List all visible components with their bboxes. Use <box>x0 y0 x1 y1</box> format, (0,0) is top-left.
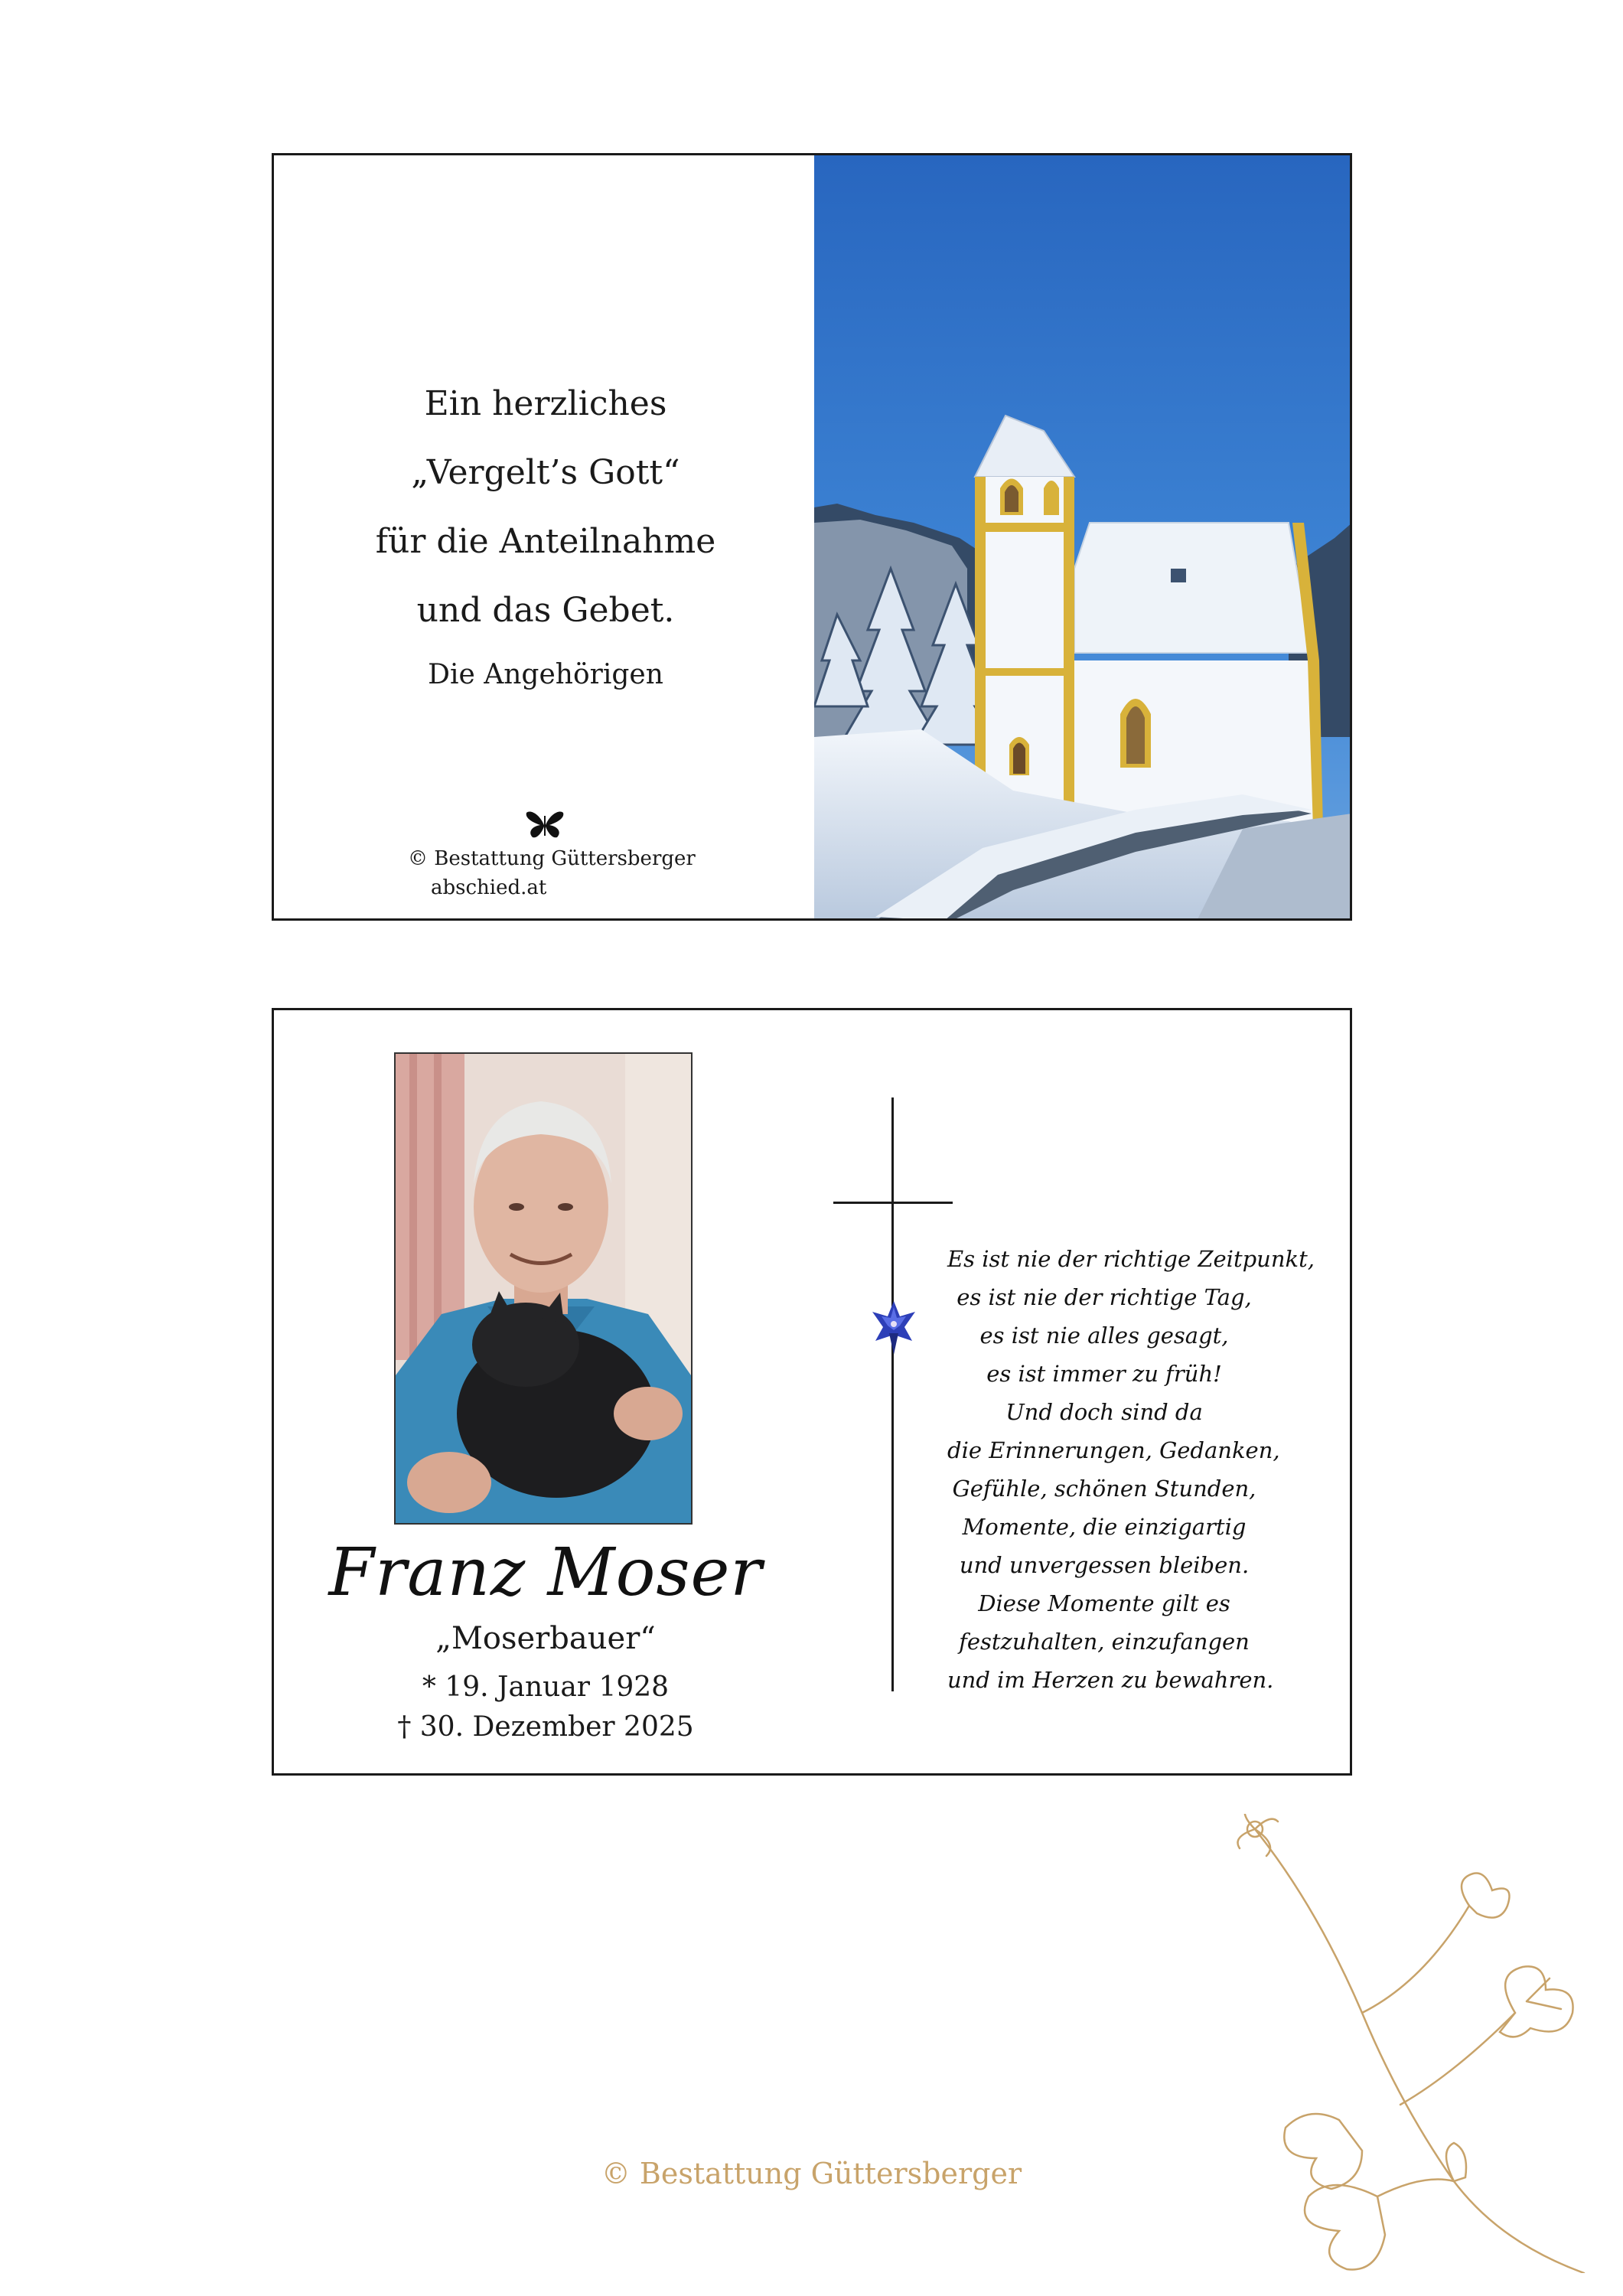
thanks-line-3: für die Anteilnahme <box>375 522 716 561</box>
memorial-poem <box>947 1240 1315 1699</box>
memorial-card <box>272 1008 1352 1776</box>
poem-line: Diese Momente gilt es <box>978 1590 1230 1616</box>
floral-decoration-icon <box>1224 1814 1592 2273</box>
thanks-signature: Die Angehörigen <box>428 659 663 690</box>
poem-line: und im Herzen zu bewahren. <box>947 1667 1274 1693</box>
website-text: abschied.at <box>431 876 547 899</box>
poem-line: Und doch sind da <box>1005 1399 1203 1425</box>
poem-line: Gefühle, schönen Stunden, <box>952 1476 1256 1502</box>
deceased-nickname: „Moserbauer“ <box>435 1621 656 1656</box>
birth-date: * 19. Januar 1928 <box>422 1671 670 1703</box>
portrait-photo <box>394 1052 693 1525</box>
gentian-icon <box>866 1293 921 1361</box>
poem-line: Momente, die einzigartig <box>962 1514 1247 1540</box>
cross-vertical-icon <box>891 1097 894 1691</box>
poem-line: es ist nie alles gesagt, <box>979 1322 1229 1349</box>
poem-line: es ist immer zu früh! <box>986 1361 1222 1387</box>
thanks-line-4: und das Gebet. <box>416 591 675 630</box>
church-photo <box>814 155 1352 921</box>
death-date: † 30. Dezember 2025 <box>397 1711 694 1743</box>
thanks-line-2: „Vergelt’s Gott“ <box>411 453 680 492</box>
poem-line: Es ist nie der richtige Zeitpunkt, <box>947 1246 1315 1272</box>
footer-copyright: © Bestattung Güttersberger <box>601 2157 1022 2190</box>
card-copyright <box>408 844 696 902</box>
poem-line: es ist nie der richtige Tag, <box>957 1284 1252 1310</box>
poem-line: festzuhalten, einzufangen <box>959 1629 1250 1655</box>
poem-line: und unvergessen bleiben. <box>959 1552 1250 1578</box>
copyright-text: © Bestattung Güttersberger <box>408 847 696 870</box>
thanks-card <box>272 153 1352 921</box>
cross-horizontal-icon <box>833 1202 953 1204</box>
thanks-line-1: Ein herzliches <box>424 384 667 423</box>
butterfly-icon <box>525 810 565 840</box>
deceased-name: Franz Moser <box>328 1534 763 1611</box>
poem-line: die Erinnerungen, Gedanken, <box>947 1437 1280 1463</box>
thanks-text <box>274 370 817 702</box>
